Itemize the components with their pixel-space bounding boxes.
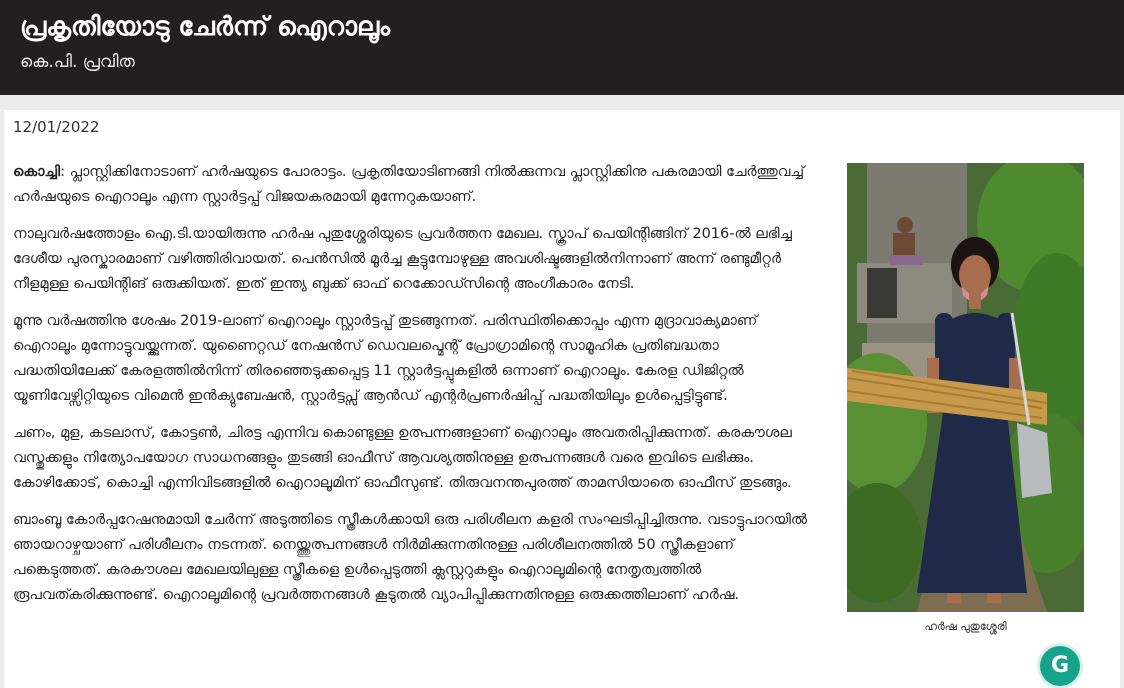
paragraph-2: നാലുവർഷത്തോളം ഐ.ടി.യായിരുന്നു ഹർഷ പുതുശ്ശേരിയുടെ പ്രവർത്തന മേഖല. സ്ക്രാപ് പെയിന്റിങ്ങിന് 2016-ൽ ലഭിച്ച ദേശീയ പുരസ്കാരമാണ് വഴിത്തിരിവായത്. പെൻസിൽ മൂർച്ച കൂട്ടുമ്പോഴുള്ള അവശിഷ്ടങ്ങളിൽനിന്നാണ് അന്ന് രണ്ടുമീറ്റർ നീളമുള്ള പെയിന്റിങ് ഒരുക്കിയത്. ഇത് ഇന്ത്യ ബുക്ക് ഓഫ് റെക്കോഡ്സിന്റെ അംഗീകാരം നേടി.: [13, 226, 792, 292]
article-header: [0, 0, 1124, 95]
paragraph-1: [13, 160, 823, 210]
paragraph-4: ചണം, മുള, കടലാസ്, കോട്ടൺ, ചിരട്ട എന്നിവ കൊണ്ടുള്ള ഉത്പന്നങ്ങളാണ് ഐറാലൂം അവതരിപ്പിക്കുന്നത്. കരകൗശല വസ്തുക്കളും നിത്യോപയോഗ സാധനങ്ങളും തുടങ്ങി ഓഫീസ് ആവശ്യത്തിനുള്ള ഉത്പന്നങ്ങൾ വരെ ഇവിടെ ലഭിക്കും. കോഴിക്കോട്, കൊച്ചി എന്നിവിടങ്ങളിൽ ഐറാലൂമിന് ഓഫീസുണ്ട്. തിരുവനന്തപുരത്ത് താമസിയാതെ ഓഫീസ് തുടങ്ങും.: [13, 425, 792, 491]
paragraph-5: ബാംബൂ കോർപ്പറേഷനുമായി ചേർന്ന് അടുത്തിടെ സ്ത്രീകൾക്കായി ഒരു പരിശീലന കളരി സംഘടിപ്പിച്ചിരുന്നു. വടാട്ടുപാറയിൽ ഞായറാഴ്ചയാണ് പരിശീലനം നടന്നത്. നെയ്ത്തുത്പന്നങ്ങൾ നിർമിക്കുന്നതിനുള്ള പരിശീലനത്തിൽ 50 സ്ത്രീകളാണ് പങ്കെടുത്തത്. കരകൗശല മേഖലയിലുള്ള സ്ത്രീകളെ ഉൾപ്പെടുത്തി ക്ലസ്റ്ററുകളും ഐറാലൂമിന്റെ നേതൃത്വത്തിൽ രൂപവത്കരിക്കുന്നുണ്ട്. ഐറാലൂമിന്റെ പ്രവർത്തനങ്ങൾ കൂടുതൽ വ്യാപിപ്പിക്കുന്നതിനുള്ള ഒരുക്കത്തിലാണ് ഹർഷ.: [13, 512, 808, 603]
article-photo[interactable]: [847, 163, 1084, 612]
publish-date: 12/01/2022: [13, 118, 100, 136]
dateline: കൊച്ചി: [13, 164, 61, 180]
paragraph-3: മൂന്നു വർഷത്തിനു ശേഷം 2019-ലാണ് ഐറാലൂം സ്റ്റാർട്ടപ്പ് തുടങ്ങുന്നത്. പരിസ്ഥിതിക്കൊപ്പം എന്ന മുദ്രാവാക്യമാണ് ഐറാലൂം മുന്നോട്ടുവയ്ക്കുന്നത്. യുണൈറ്റഡ് നേഷൻസ് ഡെവലപ്മെന്റ് പ്രോഗ്രാമിന്റെ സാമൂഹിക പ്രതിബദ്ധതാ പദ്ധതിയിലേക്ക് കേരളത്തിൽനിന്ന് തിരഞ്ഞെടുക്കപ്പെട്ട 11 സ്റ്റാർട്ടപ്പുകളിൽ ഒന്നാണ് ഐറാലൂം. കേരള ഡിജിറ്റൽ യൂണിവേഴ്സിറ്റിയുടെ വിമെൻ ഇൻക്യുബേഷൻ, സ്റ്റാർട്ടപ്സ് ആൻഡ് എന്റർപ്രണർഷിപ്പ് പദ്ധതിയിലും ഉൾപ്പെട്ടിട്ടുണ്ട്.: [13, 313, 758, 404]
article-text: [13, 160, 823, 620]
paragraph-1-text: : പ്ലാസ്റ്റിക്കിനോടാണ് ഹർഷയുടെ പോരാട്ടം. പ്രകൃതിയോടിണങ്ങി നിൽക്കുന്നവ പ്ലാസ്റ്റിക്കിനു പകരമായി ചേർത്തുവച്ച് ഹർഷയുടെ ഐറാലൂം എന്ന സ്റ്റാർട്ടപ്പ് വിജയകരമായി മുന്നേറുകയാണ്.: [13, 164, 805, 205]
photo-illustration: [847, 163, 1084, 612]
author-name: കെ.പി. പ്രവിത: [20, 52, 135, 72]
article-body: [4, 110, 1120, 688]
photo-caption: ഹർഷ പുതുശ്ശേരി: [924, 620, 1007, 633]
grammarly-g-icon[interactable]: G: [1040, 646, 1080, 686]
article-title: പ്രകൃതിയോടു ചേർന്ന് ഐറാലൂം: [20, 12, 391, 42]
